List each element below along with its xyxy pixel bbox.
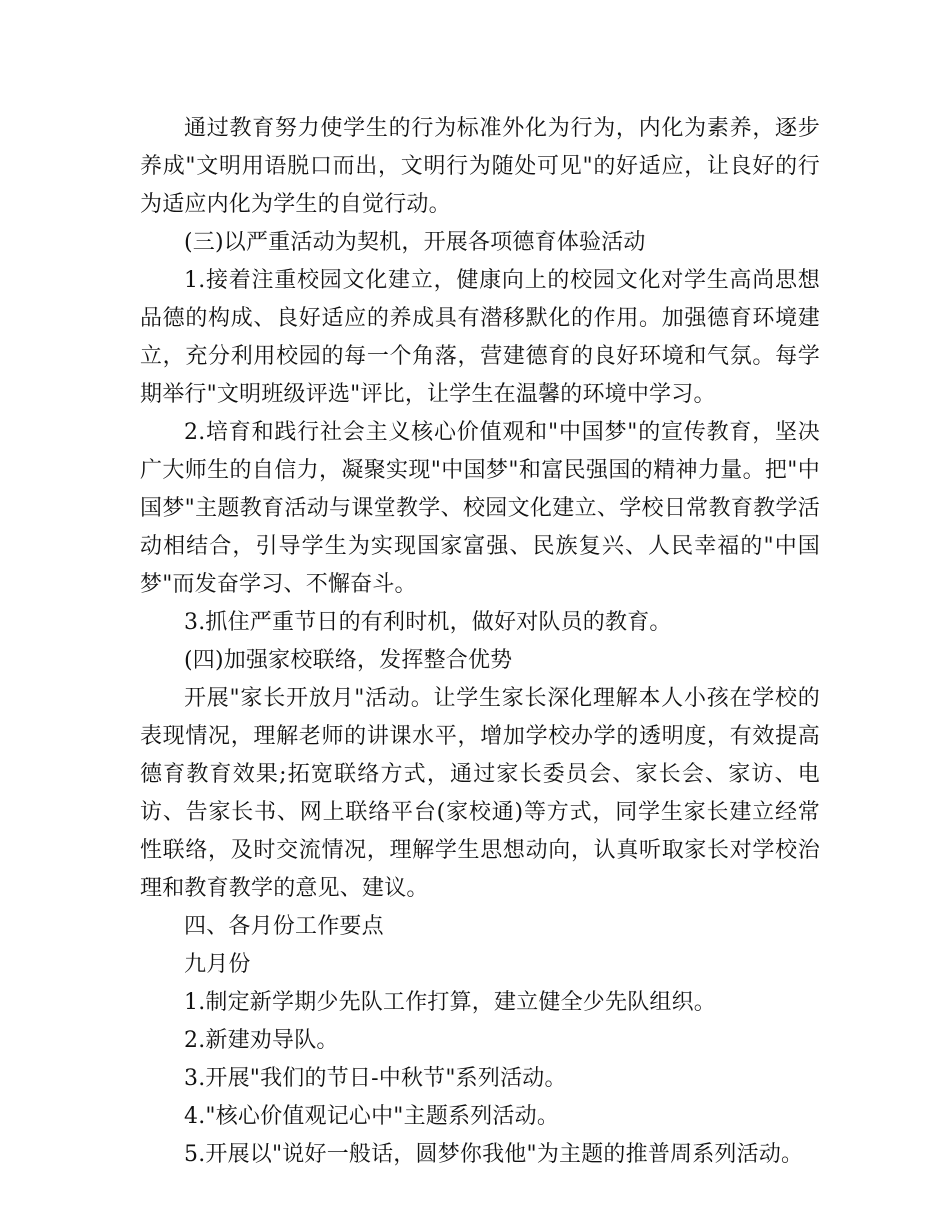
list-item-4: 4."核心价值观记心中"主题系列活动。 bbox=[184, 1104, 560, 1129]
heading-section-four: (四)加强家校联络，发挥整合优势 bbox=[184, 648, 513, 673]
heading-september: 九月份 bbox=[184, 952, 251, 977]
document-body bbox=[140, 110, 820, 1174]
list-item-2: 2.新建劝导队。 bbox=[184, 1028, 339, 1053]
paragraph-campus-culture: 1.接着注重校园文化建立，健康向上的校园文化对学生高尚思想品德的构成、良好适应的养成具有潜移默化的作用。加强德育环境建立，充分利用校园的每一个角落，营建德育的良好环境和气氛。每学期举行"文明班级评选"评比，让学生在温馨的环境中学习。 bbox=[140, 268, 820, 407]
list-item-1: 1.制定新学期少先队工作打算，建立健全少先队组织。 bbox=[184, 990, 716, 1015]
heading-section-three: (三)以严重活动为契机，开展各项德育体验活动 bbox=[184, 230, 646, 255]
heading-monthly-points: 四、各月份工作要点 bbox=[184, 914, 384, 939]
list-item-3: 3.开展"我们的节日-中秋节"系列活动。 bbox=[184, 1066, 567, 1091]
paragraph-holidays: 3.抓住严重节日的有利时机，做好对队员的教育。 bbox=[184, 610, 672, 635]
paragraph-family-school: 开展"家长开放月"活动。让学生家长深化理解本人小孩在学校的表现情况，理解老师的讲课水平，增加学校办学的透明度，有效提高德育教育效果;拓宽联络方式，通过家长委员会、家长会、家访、电访、告家长书、网上联络平台(家校通)等方式，同学生家长建立经常性联络，及时交流情况，理解学生思想动向，认真听取家长对学校治理和教育教学的意见、建议。 bbox=[140, 686, 820, 901]
paragraph-behavior-habits: 通过教育努力使学生的行为标准外化为行为，内化为素养，逐步养成"文明用语脱口而出，文明行为随处可见"的好适应，让良好的行为适应内化为学生的自觉行动。 bbox=[140, 116, 820, 217]
list-item-5: 5.开展以"说好一般话，圆梦你我他"为主题的推普周系列活动。 bbox=[184, 1142, 804, 1167]
paragraph-core-values: 2.培育和践行社会主义核心价值观和"中国梦"的宣传教育，坚决广大师生的自信力，凝聚实现"中国梦"和富民强国的精神力量。把"中国梦"主题教育活动与课堂教学、校园文化建立、学校日常教育教学活动相结合，引导学生为实现国家富强、民族复兴、人民幸福的"中国梦"而发奋学习、不懈奋斗。 bbox=[140, 420, 820, 597]
